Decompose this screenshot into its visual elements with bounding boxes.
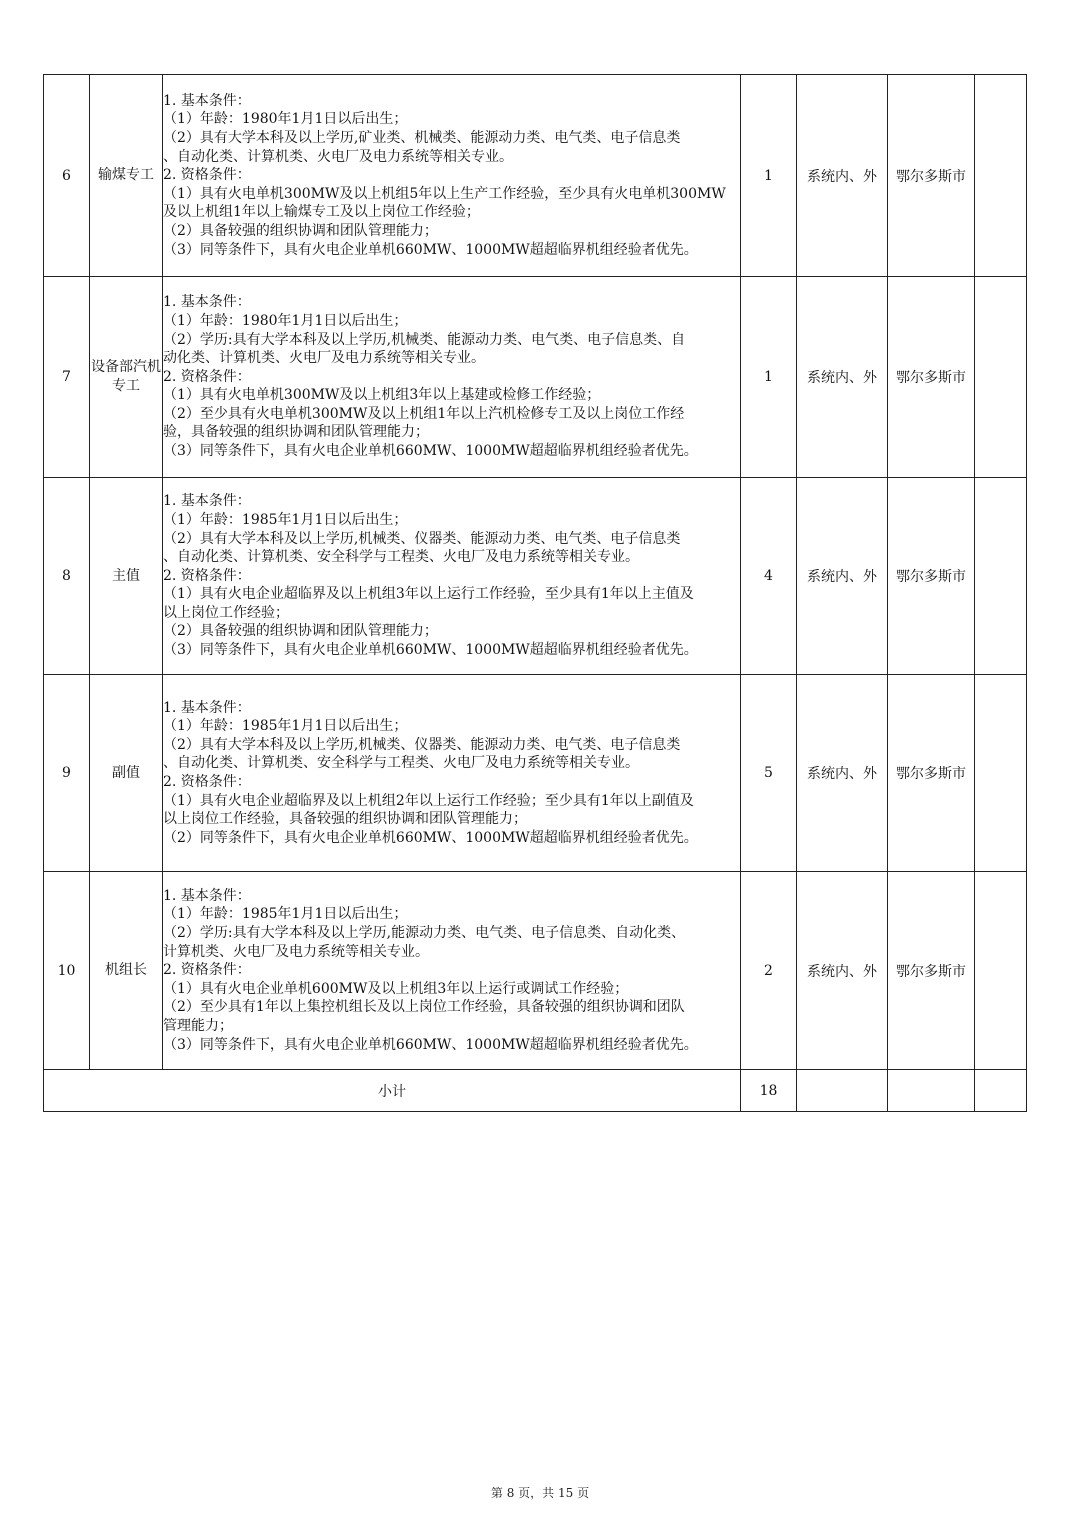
requirement-line: （2）至少具有1年以上集控机组长及以上岗位工作经验，具备较强的组织协调和团队 <box>163 999 685 1016</box>
remark-cell <box>975 872 1027 1070</box>
recruit-scope: 系统内、外 <box>797 872 888 1070</box>
requirement-line: 以上岗位工作经验； <box>163 604 289 621</box>
requirement-line: （1）具有火电企业单机600MW及以上机组3年以上运行或调试工作经验； <box>163 980 629 997</box>
headcount: 5 <box>741 675 797 872</box>
requirement-line: （1）年龄：1985年1月1日以后出生； <box>163 511 408 528</box>
subtotal-empty-cell <box>888 1070 975 1112</box>
requirement-line: 、自动化类、计算机类、安全科学与工程类、火电厂及电力系统等相关专业。 <box>163 549 639 566</box>
position-title: 主值 <box>90 478 163 675</box>
requirement-line: （2）同等条件下，具有火电企业单机660MW、1000MW超超临界机组经验者优先。 <box>163 829 698 846</box>
remark-cell <box>975 75 1027 277</box>
requirements-cell <box>163 675 741 872</box>
recruitment-table <box>43 74 1027 1112</box>
table-row <box>44 478 1027 675</box>
requirement-line: 、自动化类、计算机类、安全科学与工程类、火电厂及电力系统等相关专业。 <box>163 755 639 772</box>
requirement-line: （1）具有火电单机300MW及以上机组3年以上基建或检修工作经验； <box>163 387 601 404</box>
table-row <box>44 872 1027 1070</box>
remark-cell <box>975 675 1027 872</box>
requirement-line: （2）学历:具有大学本科及以上学历,机械类、能源动力类、电气类、电子信息类、自 <box>163 331 686 348</box>
position-title: 机组长 <box>90 872 163 1070</box>
requirement-line: 计算机类、火电厂及电力系统等相关专业。 <box>163 943 429 960</box>
position-title: 副值 <box>90 675 163 872</box>
recruit-scope: 系统内、外 <box>797 277 888 478</box>
table-row <box>44 277 1027 478</box>
subtotal-label: 小计 <box>44 1070 741 1112</box>
recruit-scope: 系统内、外 <box>797 675 888 872</box>
page-number: 第 8 页，共 15 页 <box>490 1486 590 1500</box>
requirement-line: （3）同等条件下，具有火电企业单机660MW、1000MW超超临界机组经验者优先。 <box>163 1036 698 1053</box>
requirement-line: （2）具有大学本科及以上学历,机械类、仪器类、能源动力类、电气类、电子信息类 <box>163 530 681 547</box>
requirement-line: 以上岗位工作经验，具备较强的组织协调和团队管理能力； <box>163 811 527 828</box>
requirement-line: （2）具备较强的组织协调和团队管理能力； <box>163 222 438 239</box>
requirement-line: 2. 资格条件： <box>163 962 251 979</box>
position-title: 输煤专工 <box>90 75 163 277</box>
requirement-line: 动化类、计算机类、火电厂及电力系统等相关专业。 <box>163 350 485 367</box>
subtotal-row <box>44 1070 1027 1112</box>
requirement-line: 2. 资格条件： <box>163 167 251 184</box>
requirement-line: （1）具有火电企业超临界及以上机组2年以上运行工作经验；至少具有1年以上副值及 <box>163 792 694 809</box>
requirement-line: （2）至少具有火电单机300MW及以上机组1年以上汽机检修专工及以上岗位工作经 <box>163 405 685 422</box>
requirement-line: （2）具有大学本科及以上学历,矿业类、机械类、能源动力类、电气类、电子信息类 <box>163 130 681 147</box>
requirement-line: 1. 基本条件： <box>163 294 251 311</box>
remark-cell <box>975 277 1027 478</box>
requirement-line: 2. 资格条件： <box>163 368 251 385</box>
table-row <box>44 75 1027 277</box>
row-index: 7 <box>44 277 90 478</box>
recruit-scope: 系统内、外 <box>797 75 888 277</box>
requirement-line: 验，具备较强的组织协调和团队管理能力； <box>163 424 429 441</box>
table-row <box>44 675 1027 872</box>
requirements-cell <box>163 277 741 478</box>
subtotal-count: 18 <box>741 1070 797 1112</box>
requirement-line: （1）年龄：1985年1月1日以后出生； <box>163 906 408 923</box>
recruit-scope: 系统内、外 <box>797 478 888 675</box>
requirements-cell <box>163 478 741 675</box>
requirement-line: 管理能力； <box>163 1017 233 1034</box>
subtotal-empty-cell <box>975 1070 1027 1112</box>
requirement-line: 1. 基本条件： <box>163 493 251 510</box>
requirement-line: （1）年龄：1985年1月1日以后出生； <box>163 718 408 735</box>
row-index: 9 <box>44 675 90 872</box>
requirement-line: 及以上机组1年以上输煤专工及以上岗位工作经验； <box>163 204 480 221</box>
work-location: 鄂尔多斯市 <box>888 75 975 277</box>
work-location: 鄂尔多斯市 <box>888 277 975 478</box>
requirement-line: 1. 基本条件： <box>163 699 251 716</box>
requirement-line: （2）具备较强的组织协调和团队管理能力； <box>163 623 438 640</box>
position-title: 设备部汽机专工 <box>90 277 163 478</box>
remark-cell <box>975 478 1027 675</box>
headcount: 4 <box>741 478 797 675</box>
headcount: 2 <box>741 872 797 1070</box>
requirement-line: （2）学历:具有大学本科及以上学历,能源动力类、电气类、电子信息类、自动化类、 <box>163 925 686 942</box>
requirement-line: （1）年龄：1980年1月1日以后出生； <box>163 312 408 329</box>
requirement-line: 、自动化类、计算机类、火电厂及电力系统等相关专业。 <box>163 148 513 165</box>
requirements-cell <box>163 75 741 277</box>
requirement-line: （3）同等条件下，具有火电企业单机660MW、1000MW超超临界机组经验者优先。 <box>163 443 698 460</box>
requirement-line: 1. 基本条件： <box>163 887 251 904</box>
requirement-line: （3）同等条件下，具有火电企业单机660MW、1000MW超超临界机组经验者优先。 <box>163 241 698 258</box>
requirement-line: （1）具有火电单机300MW及以上机组5年以上生产工作经验，至少具有火电单机300MW <box>163 185 726 202</box>
row-index: 8 <box>44 478 90 675</box>
row-index: 6 <box>44 75 90 277</box>
work-location: 鄂尔多斯市 <box>888 478 975 675</box>
requirement-line: （1）年龄：1980年1月1日以后出生； <box>163 111 408 128</box>
requirement-line: 1. 基本条件： <box>163 92 251 109</box>
row-index: 10 <box>44 872 90 1070</box>
requirement-line: （3）同等条件下，具有火电企业单机660MW、1000MW超超临界机组经验者优先。 <box>163 642 698 659</box>
requirement-line: 2. 资格条件： <box>163 567 251 584</box>
requirement-line: （2）具有大学本科及以上学历,机械类、仪器类、能源动力类、电气类、电子信息类 <box>163 736 681 753</box>
requirement-line: （1）具有火电企业超临界及以上机组3年以上运行工作经验，至少具有1年以上主值及 <box>163 586 694 603</box>
work-location: 鄂尔多斯市 <box>888 872 975 1070</box>
headcount: 1 <box>741 277 797 478</box>
requirements-cell <box>163 872 741 1070</box>
subtotal-empty-cell <box>797 1070 888 1112</box>
table-body <box>44 75 1027 1112</box>
headcount: 1 <box>741 75 797 277</box>
requirement-line: 2. 资格条件： <box>163 774 251 790</box>
work-location: 鄂尔多斯市 <box>888 675 975 872</box>
